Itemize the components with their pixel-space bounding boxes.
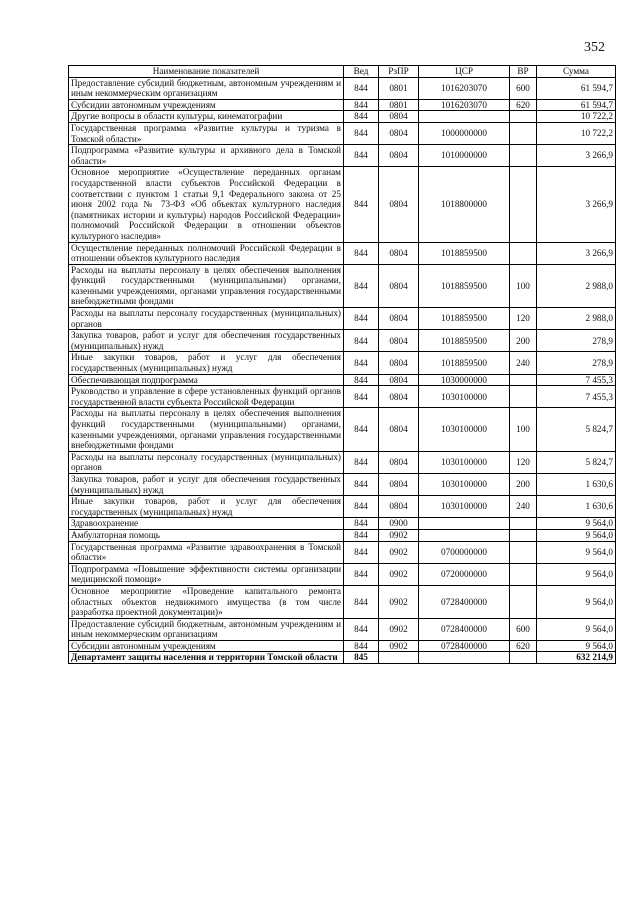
cell-sum: 1 630,6 (537, 473, 616, 495)
cell-csr: 1018859500 (419, 264, 510, 307)
cell-csr: 0728400000 (419, 618, 510, 640)
cell-vr: 100 (510, 408, 537, 451)
cell-rzpr: 0902 (379, 563, 419, 585)
cell-csr: 1030100000 (419, 496, 510, 518)
cell-name: Подпрограмма «Развитие культуры и архивного дела в Томской области» (69, 145, 344, 167)
cell-sum: 278,9 (537, 330, 616, 352)
cell-vr: 240 (510, 496, 537, 518)
cell-rzpr: 0804 (379, 308, 419, 330)
table-row (69, 99, 616, 111)
cell-rzpr: 0804 (379, 111, 419, 123)
cell-ved: 844 (344, 308, 379, 330)
cell-csr (419, 518, 510, 530)
cell-vr: 620 (510, 99, 537, 111)
cell-name: Обеспечивающая подпрограмма (69, 374, 344, 386)
cell-name: Здравоохранение (69, 518, 344, 530)
cell-sum: 9 564,0 (537, 640, 616, 652)
table-row (69, 640, 616, 652)
cell-sum: 3 266,9 (537, 167, 616, 242)
cell-ved: 844 (344, 585, 379, 618)
cell-ved: 844 (344, 77, 379, 99)
cell-csr (419, 529, 510, 541)
cell-vr: 200 (510, 330, 537, 352)
cell-csr (419, 652, 510, 664)
cell-csr (419, 111, 510, 123)
table-row (69, 352, 616, 374)
cell-rzpr: 0804 (379, 122, 419, 144)
cell-csr: 1030000000 (419, 374, 510, 386)
cell-ved: 844 (344, 386, 379, 408)
cell-csr: 1030100000 (419, 451, 510, 473)
table-row (69, 563, 616, 585)
cell-csr: 1018800000 (419, 167, 510, 242)
cell-ved: 844 (344, 618, 379, 640)
cell-rzpr: 0804 (379, 408, 419, 451)
cell-rzpr: 0804 (379, 386, 419, 408)
cell-name: Амбулаторная помощь (69, 529, 344, 541)
cell-sum: 2 988,0 (537, 308, 616, 330)
table-row (69, 111, 616, 123)
cell-name: Осуществление переданных полномочий Российской Федерации в отношении объектов культурного наследия (69, 242, 344, 264)
cell-vr (510, 374, 537, 386)
cell-sum: 5 824,7 (537, 408, 616, 451)
cell-name: Руководство и управление в сфере установленных функций органов государственной власти субъекта Российской Федерации (69, 386, 344, 408)
cell-sum: 9 564,0 (537, 618, 616, 640)
cell-rzpr: 0804 (379, 264, 419, 307)
cell-rzpr: 0902 (379, 618, 419, 640)
cell-name: Расходы на выплаты персоналу в целях обеспечения выполнения функций государственными (муниципальными) органами, казенными учреждениями, органами управления государственными внебюджетными фондами (69, 408, 344, 451)
cell-ved: 844 (344, 167, 379, 242)
cell-rzpr: 0902 (379, 541, 419, 563)
cell-name: Департамент защиты населения и территории Томской области (69, 652, 344, 664)
cell-name: Основное мероприятие «Проведение капитального ремонта областных объектов недвижимого имущества (в том числе разработка проектной документации)» (69, 585, 344, 618)
table-row (69, 264, 616, 307)
header-vr: ВР (510, 66, 537, 78)
cell-vr (510, 652, 537, 664)
cell-vr (510, 111, 537, 123)
table-header-row (69, 66, 616, 78)
cell-rzpr: 0902 (379, 640, 419, 652)
cell-sum: 3 266,9 (537, 145, 616, 167)
cell-ved: 844 (344, 640, 379, 652)
budget-table (68, 65, 616, 664)
cell-sum: 7 455,3 (537, 386, 616, 408)
header-sum: Сумма (537, 66, 616, 78)
table-row (69, 308, 616, 330)
cell-csr: 0720000000 (419, 563, 510, 585)
table-row (69, 451, 616, 473)
cell-csr: 0728400000 (419, 585, 510, 618)
cell-vr (510, 541, 537, 563)
table-row (69, 386, 616, 408)
table-row (69, 496, 616, 518)
cell-ved: 844 (344, 242, 379, 264)
cell-csr: 1030100000 (419, 408, 510, 451)
table-body (69, 77, 616, 663)
cell-sum: 61 594,7 (537, 77, 616, 99)
cell-sum: 7 455,3 (537, 374, 616, 386)
cell-name: Субсидии автономным учреждениям (69, 640, 344, 652)
cell-sum: 2 988,0 (537, 264, 616, 307)
cell-name: Расходы на выплаты персоналу в целях обеспечения выполнения функций государственными (муниципальными) органами, казенными учреждениями, органами управления государственными внебюджетными фондами (69, 264, 344, 307)
cell-rzpr: 0804 (379, 451, 419, 473)
cell-rzpr: 0804 (379, 374, 419, 386)
cell-name: Основное мероприятие «Осуществление переданных органам государственной власти субъектов Российской Федерации в соответствии с пунктом 1 статьи 9,1 Федерального закона от 25 июня 2002 года № 73-ФЗ «Об объектах культурного наследия (памятниках истории и культуры) народов Российской Федерации» полномочий Российской Федерации в отношении объектов культурного наследия» (69, 167, 344, 242)
cell-sum: 1 630,6 (537, 496, 616, 518)
cell-csr: 0700000000 (419, 541, 510, 563)
cell-ved: 844 (344, 374, 379, 386)
cell-rzpr: 0900 (379, 518, 419, 530)
cell-rzpr: 0801 (379, 77, 419, 99)
cell-csr: 1016203070 (419, 99, 510, 111)
cell-vr (510, 518, 537, 530)
cell-ved: 844 (344, 352, 379, 374)
cell-name: Иные закупки товаров, работ и услуг для обеспечения государственных (муниципальных) нужд (69, 496, 344, 518)
cell-name: Закупка товаров, работ и услуг для обеспечения государственных (муниципальных) нужд (69, 473, 344, 495)
cell-vr (510, 242, 537, 264)
cell-name: Подпрограмма «Повышение эффективности системы организации медицинской помощи» (69, 563, 344, 585)
cell-csr: 1030100000 (419, 473, 510, 495)
table-row (69, 529, 616, 541)
cell-csr: 1018859500 (419, 242, 510, 264)
cell-vr (510, 122, 537, 144)
cell-ved: 844 (344, 518, 379, 530)
cell-sum: 10 722,2 (537, 111, 616, 123)
cell-csr: 1018859500 (419, 308, 510, 330)
cell-rzpr (379, 652, 419, 664)
table-row (69, 77, 616, 99)
cell-sum: 9 564,0 (537, 518, 616, 530)
table-row (69, 652, 616, 664)
cell-rzpr: 0804 (379, 473, 419, 495)
cell-vr (510, 167, 537, 242)
table-row (69, 374, 616, 386)
cell-ved: 844 (344, 496, 379, 518)
cell-vr: 240 (510, 352, 537, 374)
cell-sum: 9 564,0 (537, 529, 616, 541)
cell-ved: 844 (344, 541, 379, 563)
table-row (69, 518, 616, 530)
table-row (69, 618, 616, 640)
cell-rzpr: 0902 (379, 585, 419, 618)
table-row (69, 408, 616, 451)
table-row (69, 145, 616, 167)
table-row (69, 122, 616, 144)
cell-sum: 61 594,7 (537, 99, 616, 111)
cell-name: Государственная программа «Развитие культуры и туризма в Томской области» (69, 122, 344, 144)
cell-vr: 120 (510, 451, 537, 473)
cell-vr: 620 (510, 640, 537, 652)
cell-name: Предоставление субсидий бюджетным, автономным учреждениям и иным некоммерческим организациям (69, 618, 344, 640)
table-row (69, 585, 616, 618)
cell-sum: 278,9 (537, 352, 616, 374)
header-name: Наименование показателей (69, 66, 344, 78)
cell-vr (510, 386, 537, 408)
cell-name: Субсидии автономным учреждениям (69, 99, 344, 111)
cell-csr: 1016203070 (419, 77, 510, 99)
cell-sum: 10 722,2 (537, 122, 616, 144)
cell-vr: 100 (510, 264, 537, 307)
cell-ved: 844 (344, 145, 379, 167)
cell-rzpr: 0804 (379, 167, 419, 242)
cell-vr: 600 (510, 618, 537, 640)
cell-rzpr: 0801 (379, 99, 419, 111)
cell-ved: 844 (344, 330, 379, 352)
cell-rzpr: 0804 (379, 352, 419, 374)
header-csr: ЦСР (419, 66, 510, 78)
cell-rzpr: 0804 (379, 242, 419, 264)
cell-rzpr: 0804 (379, 330, 419, 352)
cell-ved: 844 (344, 408, 379, 451)
page-number: 352 (584, 40, 605, 55)
cell-vr: 600 (510, 77, 537, 99)
cell-name: Другие вопросы в области культуры, кинематографии (69, 111, 344, 123)
cell-rzpr: 0902 (379, 529, 419, 541)
table-row (69, 473, 616, 495)
cell-vr: 200 (510, 473, 537, 495)
cell-name: Расходы на выплаты персоналу государственных (муниципальных) органов (69, 308, 344, 330)
cell-sum: 3 266,9 (537, 242, 616, 264)
cell-csr: 1018859500 (419, 352, 510, 374)
cell-ved: 844 (344, 264, 379, 307)
cell-rzpr: 0804 (379, 145, 419, 167)
cell-ved: 844 (344, 99, 379, 111)
cell-name: Иные закупки товаров, работ и услуг для обеспечения государственных (муниципальных) нужд (69, 352, 344, 374)
cell-csr: 0728400000 (419, 640, 510, 652)
cell-rzpr: 0804 (379, 496, 419, 518)
table-row (69, 167, 616, 242)
cell-csr: 1030100000 (419, 386, 510, 408)
cell-vr (510, 529, 537, 541)
cell-vr (510, 585, 537, 618)
table-row (69, 541, 616, 563)
cell-csr: 1000000000 (419, 122, 510, 144)
cell-csr: 1010000000 (419, 145, 510, 167)
cell-vr (510, 563, 537, 585)
cell-ved: 844 (344, 111, 379, 123)
cell-sum: 5 824,7 (537, 451, 616, 473)
cell-name: Закупка товаров, работ и услуг для обеспечения государственных (муниципальных) нужд (69, 330, 344, 352)
header-rzpr: РзПР (379, 66, 419, 78)
cell-csr: 1018859500 (419, 330, 510, 352)
table-row (69, 330, 616, 352)
table-row (69, 242, 616, 264)
cell-sum: 9 564,0 (537, 563, 616, 585)
cell-sum: 632 214,9 (537, 652, 616, 664)
cell-name: Расходы на выплаты персоналу государственных (муниципальных) органов (69, 451, 344, 473)
cell-name: Предоставление субсидий бюджетным, автономным учреждениям и иным некоммерческим организациям (69, 77, 344, 99)
cell-ved: 845 (344, 652, 379, 664)
cell-sum: 9 564,0 (537, 541, 616, 563)
cell-name: Государственная программа «Развитие здравоохранения в Томской области» (69, 541, 344, 563)
cell-ved: 844 (344, 451, 379, 473)
header-ved: Вед (344, 66, 379, 78)
cell-vr (510, 145, 537, 167)
cell-ved: 844 (344, 473, 379, 495)
cell-vr: 120 (510, 308, 537, 330)
cell-ved: 844 (344, 529, 379, 541)
cell-sum: 9 564,0 (537, 585, 616, 618)
cell-ved: 844 (344, 122, 379, 144)
cell-ved: 844 (344, 563, 379, 585)
